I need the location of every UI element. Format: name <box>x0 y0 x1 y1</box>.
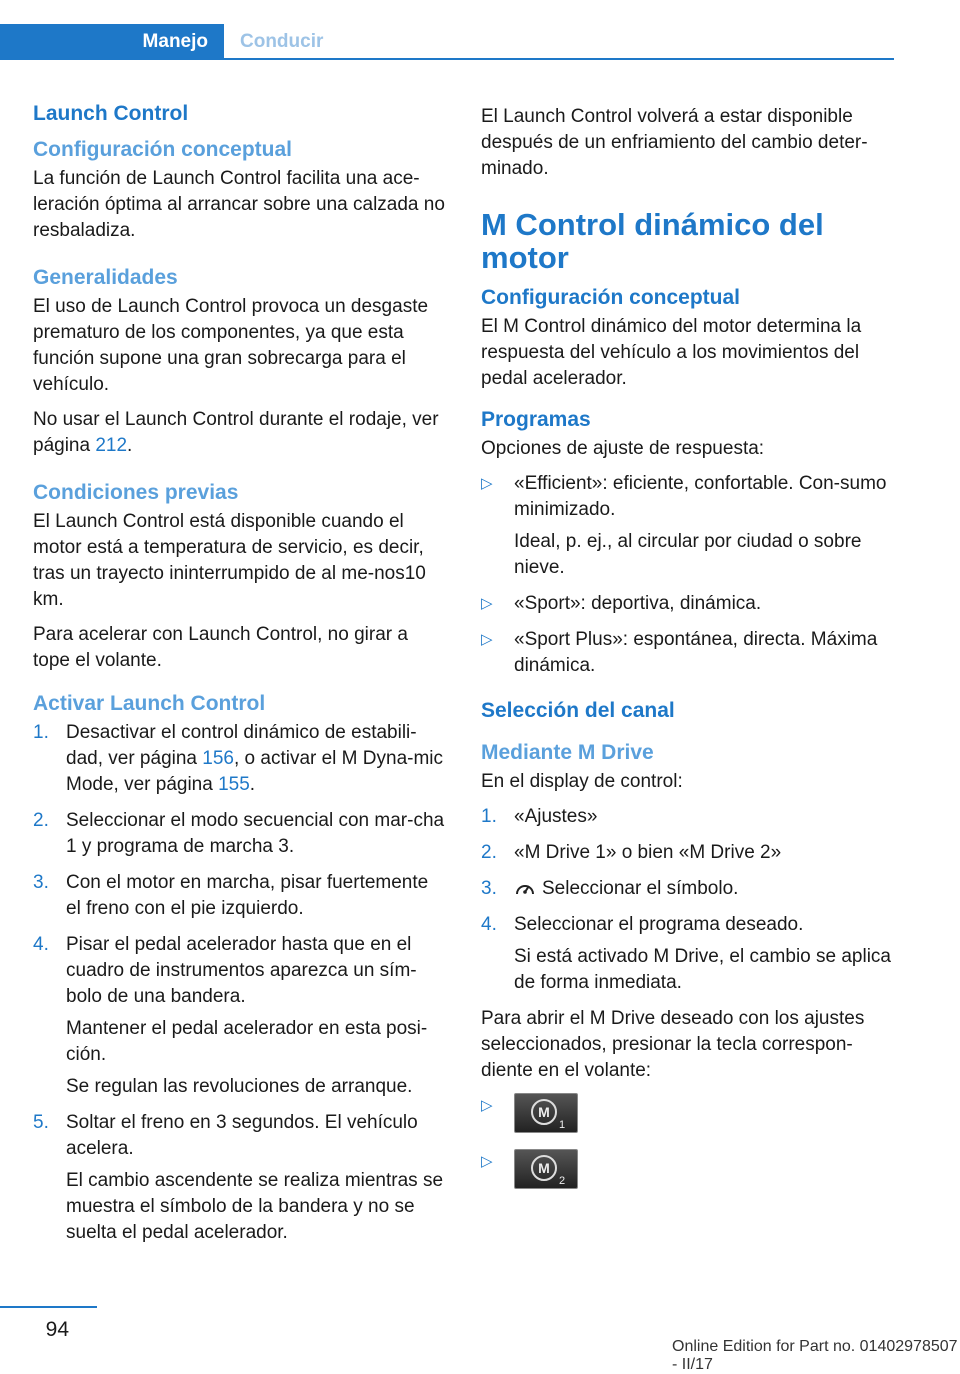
list-item <box>481 1093 895 1133</box>
step-subtext: Si está activado M Drive, el cambio se aplica de forma inmediata. <box>514 946 891 993</box>
section-title-m-control: M Control dinámico del motor <box>481 207 824 275</box>
list-item <box>33 808 447 860</box>
prereq-text: El Launch Control está disponible cuando el motor está a temperatura de servicio, es decir, tras un trayecto ininterrumpido de al me-nos10 km. <box>33 511 426 610</box>
program-text: «Sport»: deportiva, dinámica. <box>514 593 762 614</box>
list-item <box>33 1110 447 1246</box>
header-rule <box>0 58 894 60</box>
programs-intro: Opciones de ajuste de respuesta: <box>481 438 765 459</box>
page-link-155[interactable]: 155 <box>218 774 250 795</box>
prereq-text-2: Para acelerar con Launch Control, no girar a tope el volante. <box>33 624 408 671</box>
list-item <box>481 1149 895 1189</box>
page-number-text: 94 <box>45 1318 69 1341</box>
program-subtext: Ideal, p. ej., al circular por ciudad o sobre nieve. <box>514 531 862 578</box>
m2-steering-button <box>514 1149 578 1189</box>
tab-manejo[interactable]: Manejo <box>0 24 224 60</box>
list-item <box>481 627 895 679</box>
concept-text: La función de Launch Control facilita una ace-leración óptima al arrancar sobre una calzada no resbaladiza. <box>33 168 445 241</box>
heading-prereq: Condiciones previas <box>33 481 239 504</box>
step-number: 1. <box>33 722 49 743</box>
edition-footer: Online Edition for Part no. 01402978507 - II/17 <box>672 1338 958 1373</box>
page-link-212[interactable]: 212 <box>95 435 128 456</box>
heading-programs: Programas <box>481 408 591 431</box>
section-title-launch-control: Launch Control <box>33 102 189 125</box>
m-number: 1 <box>559 1119 566 1131</box>
page-link-156[interactable]: 156 <box>202 748 234 769</box>
rodaje-paragraph: No usar el Launch Control durante el rodaje, ver página 212. <box>33 409 439 456</box>
m-letter: M <box>531 1155 557 1181</box>
mdrive-intro: En el display de control: <box>481 771 683 792</box>
step-subtext: Mantener el pedal acelerador en esta posi-ción. <box>66 1018 428 1065</box>
step-number: 2. <box>481 842 497 863</box>
list-item <box>481 471 895 581</box>
list-item <box>481 840 895 866</box>
list-item <box>481 804 895 830</box>
list-item <box>33 720 447 798</box>
step-number: 2. <box>33 810 49 831</box>
step-number: 1. <box>481 806 497 827</box>
list-item <box>33 932 447 1100</box>
step-text: Pisar el pedal acelerador hasta que en el cuadro de instrumentos aparezca un sím-bolo de una bandera. <box>66 934 417 1007</box>
mdrive-steps <box>481 804 895 996</box>
triangle-bullet-icon: ▷ <box>481 475 493 492</box>
step-text: Con el motor en marcha, pisar fuertemente el freno con el pie izquierdo. <box>66 872 429 919</box>
wheel-buttons <box>481 1093 895 1189</box>
program-text: «Sport Plus»: espontánea, directa. Máxima dinámica. <box>514 629 878 676</box>
step-number: 3. <box>481 878 497 899</box>
triangle-bullet-icon: ▷ <box>481 595 493 612</box>
step-subtext: Se regulan las revoluciones de arranque. <box>66 1076 413 1097</box>
step-text: «M Drive 1» o bien «M Drive 2» <box>514 842 782 863</box>
heading-concept: Configuración conceptual <box>33 138 293 161</box>
step-number: 3. <box>33 872 49 893</box>
step-text: «Ajustes» <box>514 806 598 827</box>
step-text: , o activar el M Dyna-mic Mode, ver página <box>66 748 444 795</box>
m-letter: M <box>531 1099 557 1125</box>
heading-concept-right: Configuración conceptual <box>481 286 741 309</box>
step-text: Seleccionar el programa deseado. <box>514 914 804 935</box>
heading-mdrive: Mediante M Drive <box>481 741 654 764</box>
step-text: . <box>249 774 256 795</box>
left-column <box>33 100 447 1256</box>
step-number: 4. <box>33 934 49 955</box>
gauge-icon <box>514 879 536 899</box>
step-text: Soltar el freno en 3 segundos. El vehículo acelera. <box>66 1112 418 1159</box>
heading-activate: Activar Launch Control <box>33 692 266 715</box>
chapter-tabs <box>0 24 894 60</box>
page-number <box>0 1306 97 1341</box>
m-number: 2 <box>559 1175 566 1187</box>
triangle-bullet-icon: ▷ <box>481 631 493 648</box>
step-text: Desactivar el control dinámico de estabili-dad, ver página <box>66 722 417 769</box>
list-item <box>33 870 447 922</box>
step-subtext: El cambio ascendente se realiza mientras se muestra el símbolo de la bandera y no se suelta el pedal acelerador. <box>66 1170 444 1243</box>
concept-text-right: El M Control dinámico del motor determina la respuesta del vehículo a los movimientos del pedal acelerador. <box>481 316 862 389</box>
step-number: 5. <box>33 1112 49 1133</box>
activate-steps <box>33 720 447 1246</box>
step-text: Seleccionar el modo secuencial con mar-cha 1 y programa de marcha 3. <box>66 810 445 857</box>
heading-general: Generalidades <box>33 266 178 289</box>
heading-channel: Selección del canal <box>481 699 675 722</box>
list-item <box>481 591 895 617</box>
wheel-text: Para abrir el M Drive deseado con los ajustes seleccionados, presionar la tecla correspon-diente en el volante: <box>481 1008 865 1081</box>
list-item <box>481 912 895 996</box>
general-text: El uso de Launch Control provoca un desgaste prematuro de los componentes, ya que esta función supone una gran sobrecarga para el vehículo. <box>33 296 429 395</box>
tab-conducir[interactable]: Conducir <box>240 31 324 52</box>
cont-text: El Launch Control volverá a estar disponible después de un enfriamiento del cambio deter-minado. <box>481 106 868 179</box>
step-text: Seleccionar el símbolo. <box>542 878 739 899</box>
step-number: 4. <box>481 914 497 935</box>
program-text: «Efficient»: eficiente, confortable. Con-sumo minimizado. <box>514 473 887 520</box>
rodaje-text: No usar el Launch Control durante el rodaje, ver página <box>33 409 439 456</box>
list-item <box>481 876 895 902</box>
programs-list <box>481 471 895 679</box>
right-column <box>481 104 895 1199</box>
m1-steering-button <box>514 1093 578 1133</box>
triangle-bullet-icon: ▷ <box>481 1097 493 1114</box>
triangle-bullet-icon: ▷ <box>481 1153 493 1170</box>
